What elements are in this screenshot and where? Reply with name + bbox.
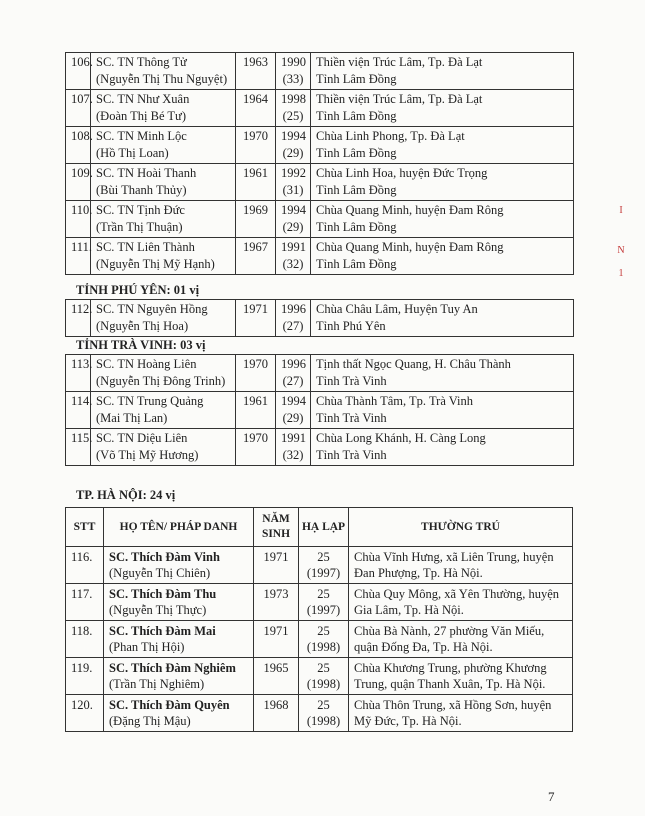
birth-year-cell: 1961 bbox=[236, 164, 276, 201]
table-row bbox=[66, 300, 574, 337]
address-cell bbox=[311, 429, 574, 466]
ordination-year: 1990 bbox=[281, 55, 306, 69]
birth-year-cell: 1970 bbox=[236, 355, 276, 392]
years-ordained: (29) bbox=[282, 220, 304, 234]
hanoi-table bbox=[65, 507, 573, 732]
table-row bbox=[66, 238, 574, 275]
table-row bbox=[66, 53, 574, 90]
ordination-year: (1997) bbox=[306, 603, 341, 617]
dharma-name: SC. TN Diệu Liên bbox=[96, 431, 188, 445]
ordination-cell bbox=[276, 164, 311, 201]
address-line: Chùa Châu Lâm, Huyện Tuy An bbox=[316, 302, 478, 316]
years-ordained: (29) bbox=[282, 146, 304, 160]
address-cell bbox=[311, 53, 574, 90]
address-line: Tỉnh Lâm Đồng bbox=[316, 109, 397, 123]
dharma-name: SC. TN Liên Thành bbox=[96, 240, 195, 254]
lay-name: (Phan Thị Hội) bbox=[109, 640, 185, 654]
address-line: Chùa Quang Minh, huyện Đam Rông bbox=[316, 240, 504, 254]
years-ordained: 25 bbox=[317, 587, 330, 601]
address-cell bbox=[311, 90, 574, 127]
lay-name: (Hồ Thị Loan) bbox=[96, 146, 169, 160]
lay-name: (Nguyễn Thị Chiên) bbox=[109, 566, 211, 580]
ordination-year: (1998) bbox=[306, 714, 341, 728]
address-cell bbox=[311, 201, 574, 238]
address-cell bbox=[311, 238, 574, 275]
stt-cell: 118. bbox=[66, 621, 104, 658]
dharma-name: SC. TN Trung Quảng bbox=[96, 394, 204, 408]
ordination-cell bbox=[299, 584, 349, 621]
name-cell bbox=[104, 695, 254, 732]
name-cell bbox=[91, 127, 236, 164]
page-number: 7 bbox=[548, 789, 555, 804]
margin-mark: I bbox=[619, 205, 623, 216]
address-line: Chùa Long Khánh, H. Càng Long bbox=[316, 431, 486, 445]
ordination-cell bbox=[276, 127, 311, 164]
dharma-name: SC. Thích Đàm Nghiêm bbox=[109, 661, 236, 675]
ordination-cell bbox=[276, 429, 311, 466]
birth-year-cell: 1964 bbox=[236, 90, 276, 127]
ordination-year: 1998 bbox=[281, 92, 306, 106]
stt-cell: 108. bbox=[66, 127, 91, 164]
stt-cell: 114. bbox=[66, 392, 91, 429]
section-heading-tra-vinh: TỈNH TRÀ VINH: 03 vị bbox=[76, 338, 206, 352]
address-cell bbox=[311, 300, 574, 337]
address-line: Chùa Linh Phong, Tp. Đà Lạt bbox=[316, 129, 465, 143]
birth-year-cell: 1965 bbox=[254, 658, 299, 695]
ordination-year: (1997) bbox=[306, 566, 341, 580]
dharma-name: SC. TN Thông Tử bbox=[96, 55, 187, 69]
dharma-name: SC. TN Nguyên Hồng bbox=[96, 302, 208, 316]
name-cell bbox=[91, 392, 236, 429]
table-row bbox=[66, 392, 574, 429]
lay-name: (Đoàn Thị Bé Tư) bbox=[96, 109, 186, 123]
header-address: THƯỜNG TRÚ bbox=[349, 508, 573, 547]
address-cell: Chùa Vĩnh Hưng, xã Liên Trung, huyện Đan Phượng, Tp. Hà Nội. bbox=[349, 547, 573, 584]
years-ordained: (32) bbox=[282, 448, 304, 462]
ordination-year: (1998) bbox=[306, 640, 341, 654]
address-line: Chùa Linh Hoa, huyện Đức Trọng bbox=[316, 166, 488, 180]
years-ordained: (29) bbox=[282, 411, 304, 425]
dharma-name: SC. Thích Đàm Vinh bbox=[109, 550, 220, 564]
name-cell bbox=[104, 621, 254, 658]
ordination-year: 1994 bbox=[281, 129, 306, 143]
ordination-cell bbox=[276, 238, 311, 275]
birth-year-cell: 1968 bbox=[254, 695, 299, 732]
stt-cell: 106. bbox=[66, 53, 91, 90]
name-cell bbox=[91, 164, 236, 201]
ordination-cell bbox=[276, 355, 311, 392]
name-cell bbox=[91, 300, 236, 337]
years-ordained: (32) bbox=[282, 257, 304, 271]
lay-name: (Nguyễn Thị Đông Trinh) bbox=[96, 374, 226, 388]
ordination-cell bbox=[299, 695, 349, 732]
ordination-cell bbox=[299, 658, 349, 695]
table-row bbox=[66, 621, 573, 658]
stt-cell: 110. bbox=[66, 201, 91, 238]
travinh-table bbox=[65, 354, 574, 466]
birth-year-cell: 1971 bbox=[236, 300, 276, 337]
dharma-name: SC. Thích Đàm Thu bbox=[109, 587, 217, 601]
lay-name: (Võ Thị Mỹ Hương) bbox=[96, 448, 199, 462]
address-line: Tỉnh Lâm Đồng bbox=[316, 72, 397, 86]
birth-year-cell: 1970 bbox=[236, 127, 276, 164]
address-line: Thiền viện Trúc Lâm, Tp. Đà Lạt bbox=[316, 55, 483, 69]
ordination-year: 1991 bbox=[281, 240, 306, 254]
years-ordained: 25 bbox=[317, 698, 330, 712]
birth-year-cell: 1963 bbox=[236, 53, 276, 90]
years-ordained: (31) bbox=[282, 183, 304, 197]
stt-cell: 109. bbox=[66, 164, 91, 201]
table-row bbox=[66, 90, 574, 127]
ordination-year: 1991 bbox=[281, 431, 306, 445]
dharma-name: SC. TN Hoài Thanh bbox=[96, 166, 197, 180]
birth-year-cell: 1961 bbox=[236, 392, 276, 429]
ordination-year: 1992 bbox=[281, 166, 306, 180]
dharma-name: SC. TN Minh Lộc bbox=[96, 129, 187, 143]
birth-year-cell: 1973 bbox=[254, 584, 299, 621]
table-row bbox=[66, 429, 574, 466]
ordination-cell bbox=[299, 621, 349, 658]
header-name: HỌ TÊN/ PHÁP DANH bbox=[104, 508, 254, 547]
birth-year-cell: 1967 bbox=[236, 238, 276, 275]
years-ordained: 25 bbox=[317, 550, 330, 564]
dharma-name: SC. Thích Đàm Mai bbox=[109, 624, 216, 638]
ordination-cell bbox=[276, 201, 311, 238]
section-heading-phu-yen: TỈNH PHÚ YÊN: 01 vị bbox=[76, 283, 200, 297]
dharma-name: SC. TN Hoàng Liên bbox=[96, 357, 197, 371]
lay-name: (Nguyễn Thị Thực) bbox=[109, 603, 207, 617]
name-cell bbox=[104, 658, 254, 695]
address-line: Thiền viện Trúc Lâm, Tp. Đà Lạt bbox=[316, 92, 483, 106]
lay-name: (Trần Thị Nghiêm) bbox=[109, 677, 205, 691]
header-halap: HẠ LẠP bbox=[299, 508, 349, 547]
address-line: Tỉnh Phú Yên bbox=[316, 319, 386, 333]
address-cell bbox=[311, 164, 574, 201]
margin-mark: 1 bbox=[618, 268, 624, 279]
section-heading-ha-noi: TP. HÀ NỘI: 24 vị bbox=[76, 488, 176, 502]
address-line: Tịnh thất Ngọc Quang, H. Châu Thành bbox=[316, 357, 511, 371]
years-ordained: (25) bbox=[282, 109, 304, 123]
stt-cell: 117. bbox=[66, 584, 104, 621]
name-cell bbox=[91, 53, 236, 90]
header-birth: NĂM SINH bbox=[254, 508, 299, 547]
lay-name: (Nguyễn Thị Thu Nguyệt) bbox=[96, 72, 228, 86]
stt-cell: 111. bbox=[66, 238, 91, 275]
address-cell bbox=[311, 392, 574, 429]
lay-name: (Trần Thị Thuận) bbox=[96, 220, 183, 234]
ordination-year: (1998) bbox=[306, 677, 341, 691]
ordination-year: 1994 bbox=[281, 394, 306, 408]
address-cell: Chùa Quy Mông, xã Yên Thường, huyện Gia Lâm, Tp. Hà Nội. bbox=[349, 584, 573, 621]
birth-year-cell: 1971 bbox=[254, 621, 299, 658]
table-row bbox=[66, 355, 574, 392]
lay-name: (Mai Thị Lan) bbox=[96, 411, 168, 425]
stt-cell: 107. bbox=[66, 90, 91, 127]
years-ordained: (27) bbox=[282, 374, 304, 388]
years-ordained: (33) bbox=[282, 72, 304, 86]
ordination-cell bbox=[276, 392, 311, 429]
address-cell bbox=[311, 127, 574, 164]
birth-year-cell: 1971 bbox=[254, 547, 299, 584]
name-cell bbox=[104, 547, 254, 584]
name-cell bbox=[91, 90, 236, 127]
table-row bbox=[66, 658, 573, 695]
ordination-cell bbox=[299, 547, 349, 584]
ordination-year: 1996 bbox=[281, 302, 306, 316]
address-cell: Chùa Thôn Trung, xã Hồng Sơn, huyện Mỹ Đức, Tp. Hà Nội. bbox=[349, 695, 573, 732]
years-ordained: 25 bbox=[317, 661, 330, 675]
lay-name: (Nguyễn Thị Hoa) bbox=[96, 319, 189, 333]
name-cell bbox=[91, 238, 236, 275]
ordination-cell bbox=[276, 53, 311, 90]
address-line: Tỉnh Trà Vinh bbox=[316, 448, 387, 462]
address-cell: Chùa Khương Trung, phường Khương Trung, quận Thanh Xuân, Tp. Hà Nội. bbox=[349, 658, 573, 695]
stt-cell: 116. bbox=[66, 547, 104, 584]
name-cell bbox=[91, 201, 236, 238]
dharma-name: SC. TN Tịnh Đức bbox=[96, 203, 185, 217]
address-line: Tỉnh Lâm Đồng bbox=[316, 220, 397, 234]
lay-name: (Bùi Thanh Thủy) bbox=[96, 183, 187, 197]
ordination-cell bbox=[276, 90, 311, 127]
ordination-cell bbox=[276, 300, 311, 337]
birth-year-cell: 1970 bbox=[236, 429, 276, 466]
table-row bbox=[66, 201, 574, 238]
stt-cell: 113. bbox=[66, 355, 91, 392]
address-line: Tỉnh Trà Vinh bbox=[316, 374, 387, 388]
stt-cell: 119. bbox=[66, 658, 104, 695]
address-line: Chùa Quang Minh, huyện Đam Rông bbox=[316, 203, 504, 217]
birth-year-cell: 1969 bbox=[236, 201, 276, 238]
address-line: Tỉnh Lâm Đồng bbox=[316, 146, 397, 160]
margin-mark: N bbox=[617, 245, 625, 256]
stt-cell: 112. bbox=[66, 300, 91, 337]
dharma-name: SC. Thích Đàm Quyên bbox=[109, 698, 230, 712]
header-stt: STT bbox=[66, 508, 104, 547]
phuyen-table bbox=[65, 299, 574, 337]
stt-cell: 115. bbox=[66, 429, 91, 466]
years-ordained: (27) bbox=[282, 319, 304, 333]
address-line: Tỉnh Lâm Đồng bbox=[316, 183, 397, 197]
table-row bbox=[66, 164, 574, 201]
name-cell bbox=[91, 429, 236, 466]
address-line: Chùa Thành Tâm, Tp. Trà Vinh bbox=[316, 394, 474, 408]
years-ordained: 25 bbox=[317, 624, 330, 638]
lay-name: (Nguyễn Thị Mỹ Hạnh) bbox=[96, 257, 215, 271]
table-row bbox=[66, 127, 574, 164]
address-line: Tỉnh Lâm Đồng bbox=[316, 257, 397, 271]
address-cell bbox=[311, 355, 574, 392]
address-cell: Chùa Bà Nành, 27 phường Văn Miếu, quận Đống Đa, Tp. Hà Nội. bbox=[349, 621, 573, 658]
ordination-year: 1994 bbox=[281, 203, 306, 217]
name-cell bbox=[91, 355, 236, 392]
table-header-row bbox=[66, 508, 573, 547]
address-line: Tỉnh Trà Vinh bbox=[316, 411, 387, 425]
table-row bbox=[66, 695, 573, 732]
ordination-year: 1996 bbox=[281, 357, 306, 371]
table-row bbox=[66, 547, 573, 584]
lamdong-table bbox=[65, 52, 574, 275]
dharma-name: SC. TN Như Xuân bbox=[96, 92, 190, 106]
table-row bbox=[66, 584, 573, 621]
lay-name: (Đặng Thị Mậu) bbox=[109, 714, 191, 728]
stt-cell: 120. bbox=[66, 695, 104, 732]
name-cell bbox=[104, 584, 254, 621]
